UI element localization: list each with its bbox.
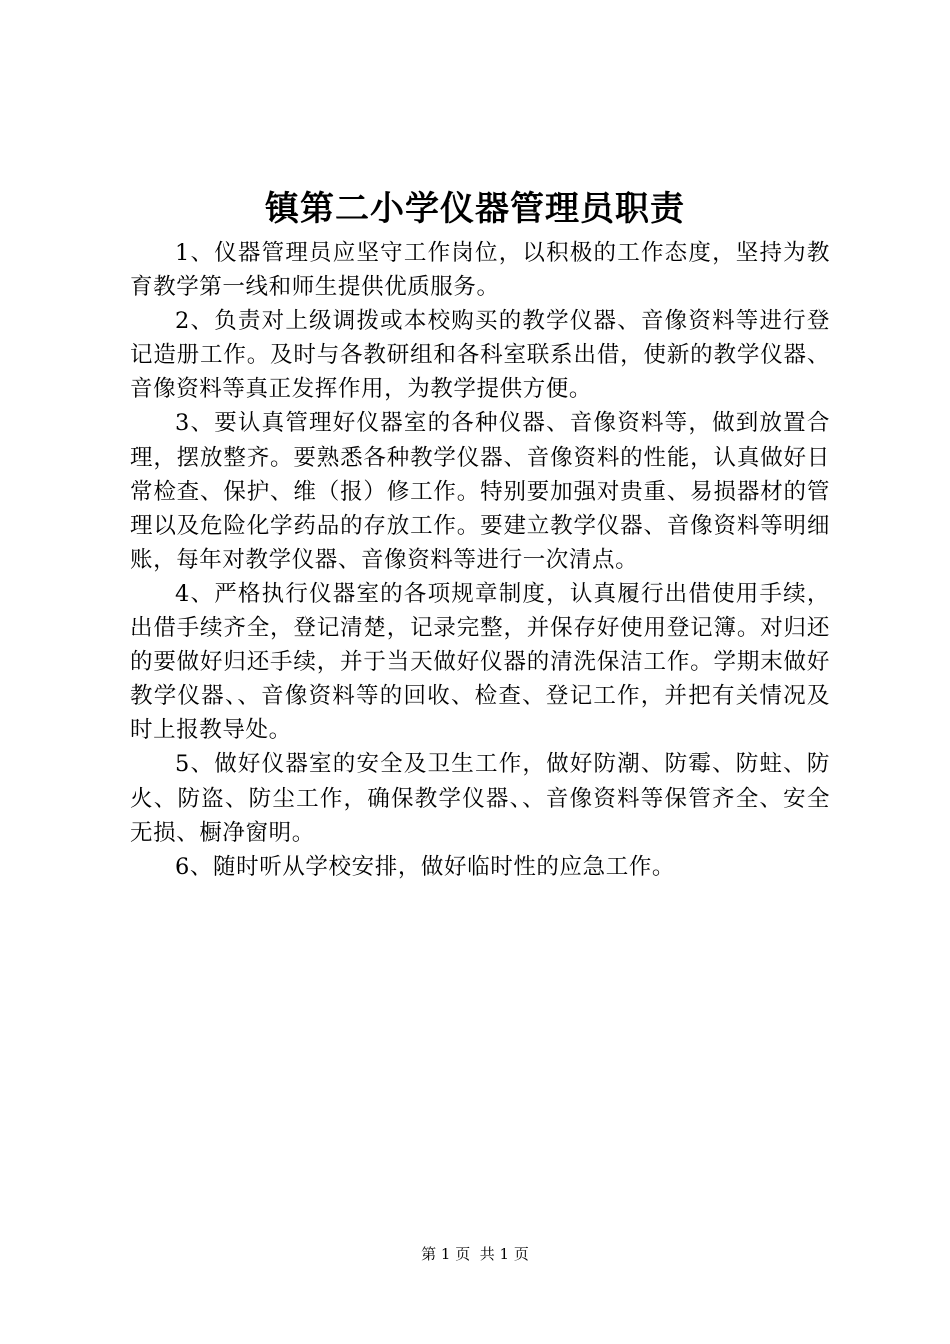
paragraph-2: 2、负责对上级调拨或本校购买的教学仪器、音像资料等进行登记造册工作。及时与各教研组和各科室联系出借，使新的教学仪器、音像资料等真正发挥作用，为教学提供方便。 [130,308,830,403]
paragraph-1: 1、仪器管理员应坚守工作岗位，以积极的工作态度，坚持为教育教学第一线和师生提供优质服务。 [130,240,830,301]
paragraph-3: 3、要认真管理好仪器室的各种仪器、音像资料等，做到放置合理，摆放整齐。要熟悉各种教学仪器、音像资料的性能，认真做好日常检查、保护、维（报）修工作。特别要加强对贵重、易损器材的管理以及危险化学药品的存放工作。要建立教学仪器、音像资料等明细账，每年对教学仪器、音像资料等进行一次清点。 [130,410,830,573]
paragraph-4: 4、严格执行仪器室的各项规章制度，认真履行出借使用手续，出借手续齐全，登记清楚，记录完整，并保存好使用登记簿。对归还的要做好归还手续，并于当天做好仪器的清洗保洁工作。学期末做好教学仪器、、音像资料等的回收、检查、登记工作，并把有关情况及时上报教导处。 [130,580,830,744]
paragraph-6: 6、随时听从学校安排，做好临时性的应急工作。 [175,853,676,880]
page-footer [0,1243,950,1265]
document-body [130,236,830,884]
document-title: 镇第二小学仪器管理员职责 [265,189,685,229]
paragraph-5: 5、做好仪器室的安全及卫生工作，做好防潮、防霉、防蛀、防火、防盗、防尘工作，确保教学仪器、、音像资料等保管齐全、安全无损、橱净窗明。 [130,751,830,846]
page-number: 第 1 页 共 1 页 [421,1245,529,1263]
